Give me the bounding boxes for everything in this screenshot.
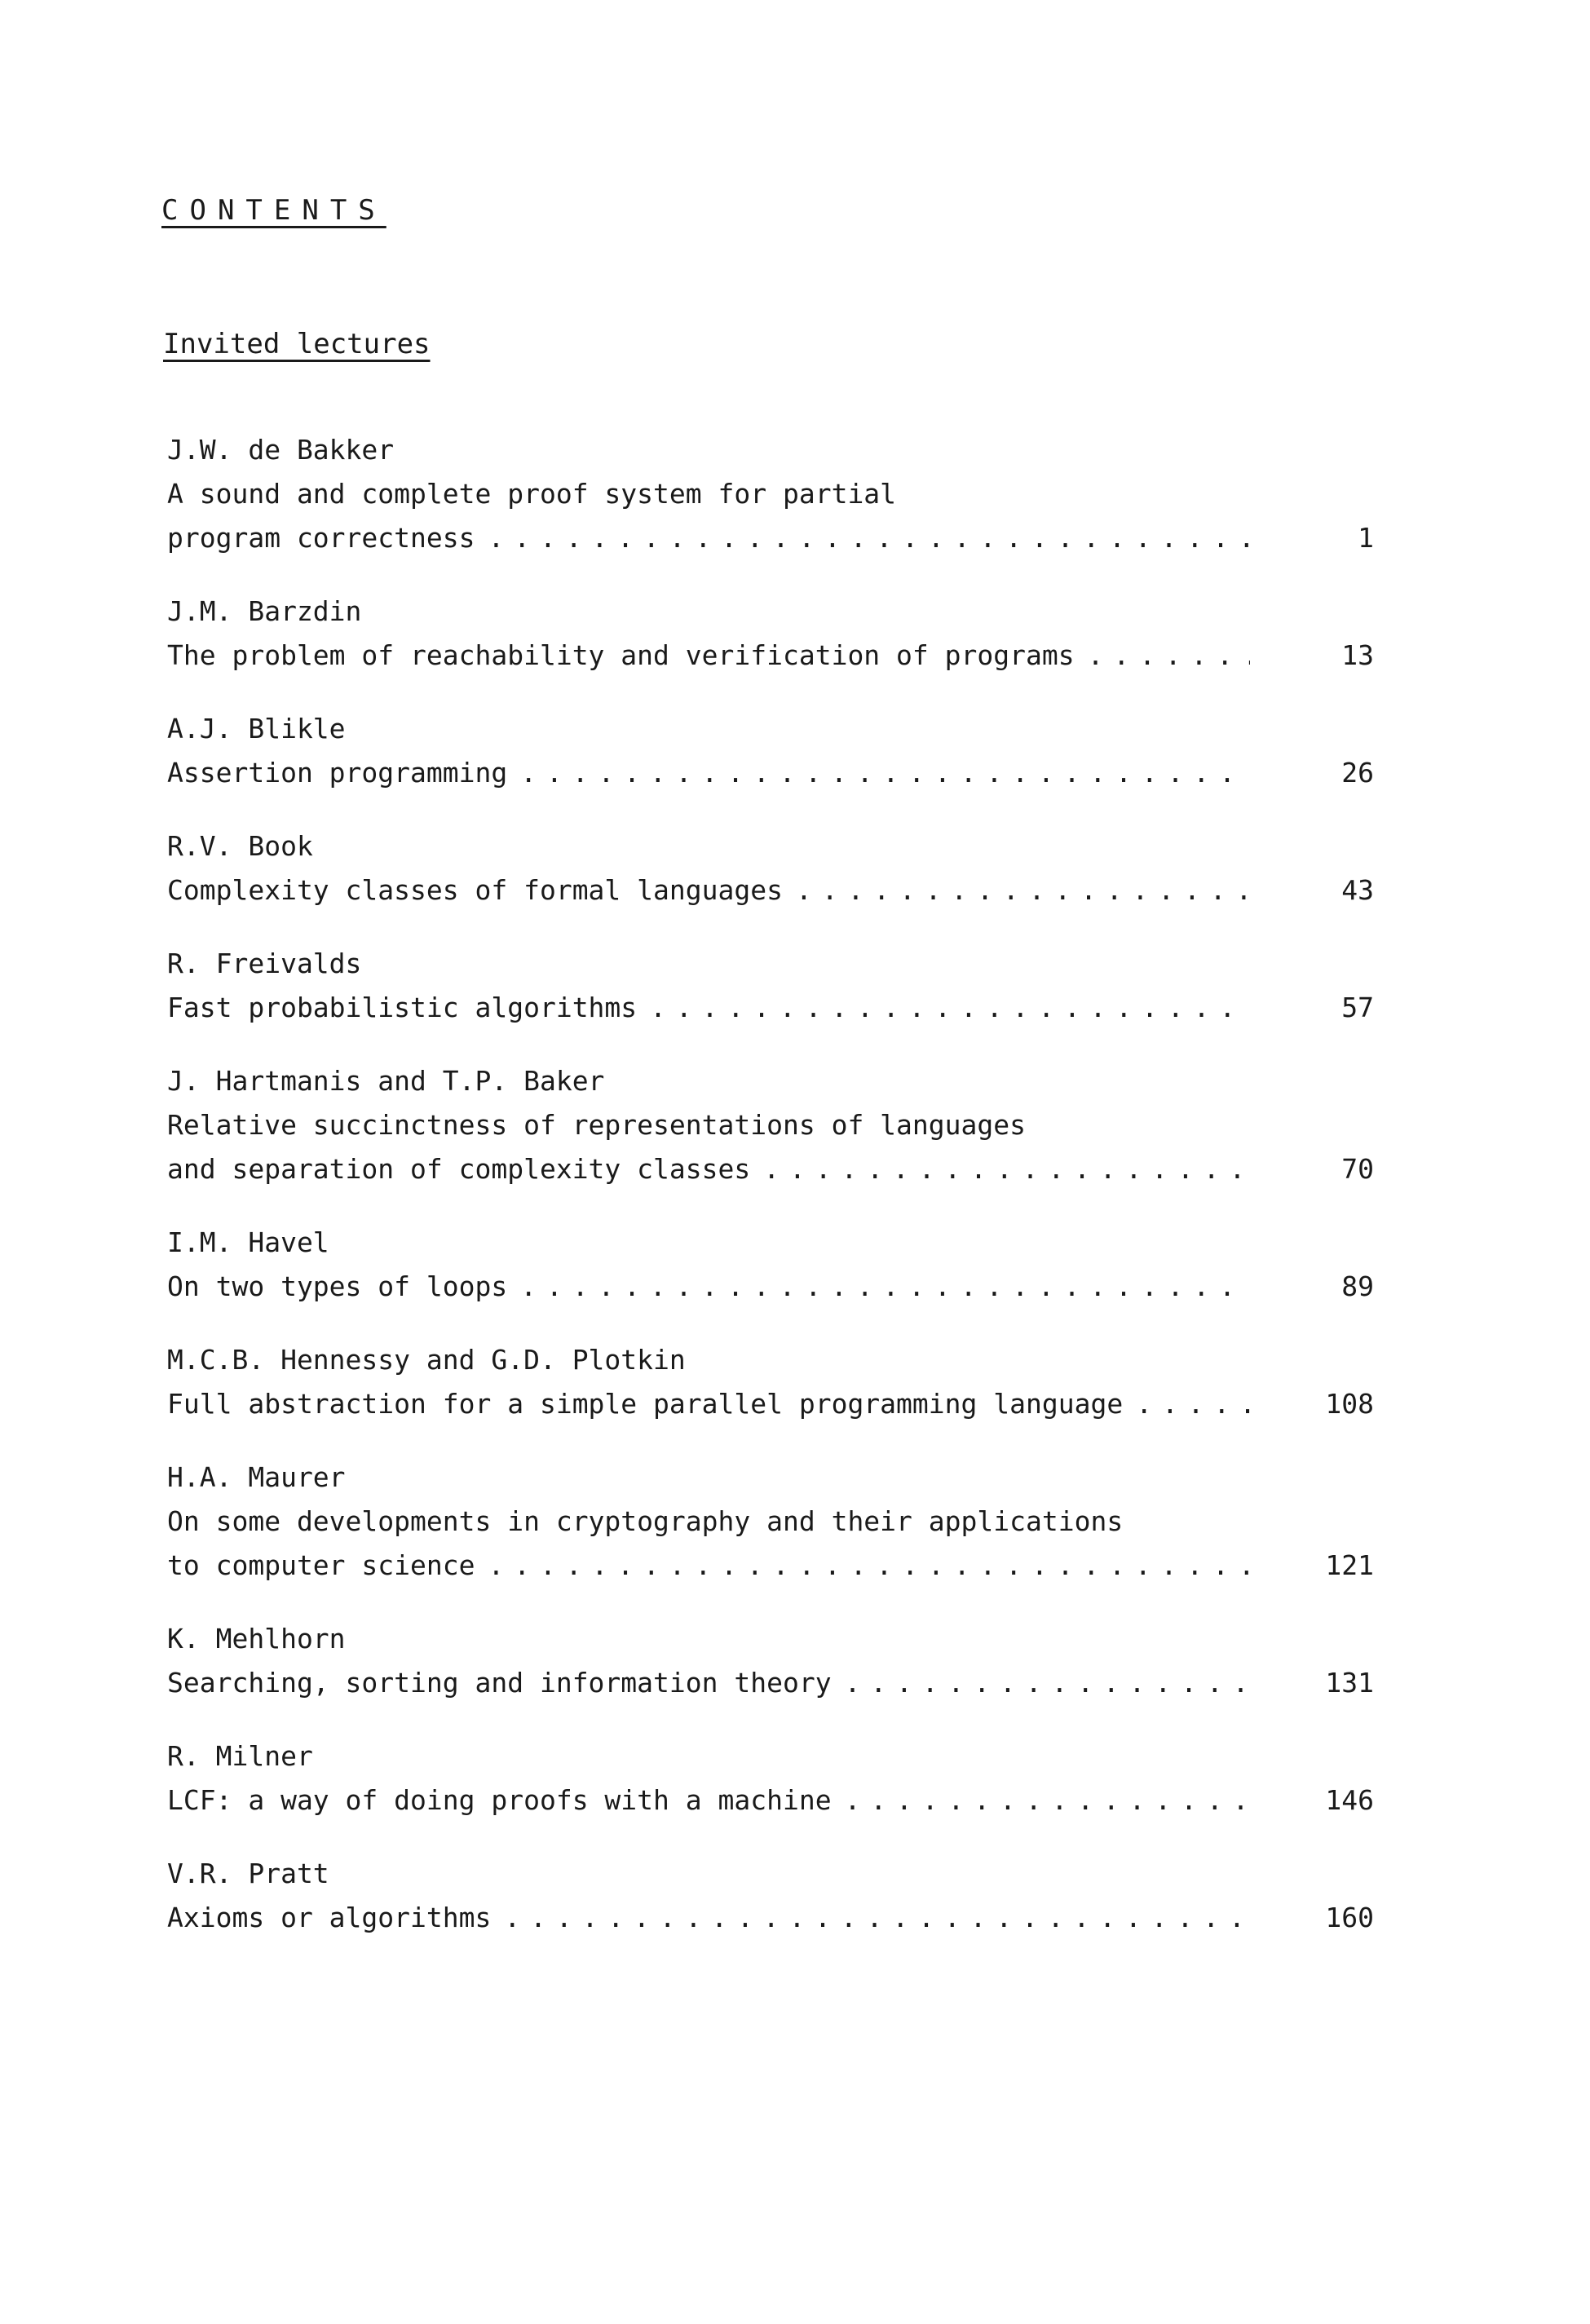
page-number: 57	[1341, 992, 1374, 1023]
entry-title-line: A sound and complete proof system for partial	[167, 478, 897, 510]
entry-title-row	[167, 1265, 1374, 1309]
entry-author: J. Hartmanis and T.P. Baker	[167, 1065, 605, 1097]
toc-entry	[167, 1617, 1374, 1705]
entry-author: H.A. Maurer	[167, 1461, 346, 1493]
page-number: 160	[1325, 1902, 1374, 1933]
entry-title-row	[167, 1896, 1374, 1940]
dot-leader	[1088, 634, 1250, 678]
entry-title-row	[167, 986, 1374, 1030]
toc-entry	[167, 942, 1374, 1030]
dot-leader	[845, 1778, 1250, 1823]
entry-title: Full abstraction for a simple parallel programming language	[167, 1388, 1124, 1420]
dot-leader	[845, 1661, 1250, 1705]
dot-leader	[488, 1544, 1251, 1588]
page-number: 89	[1341, 1270, 1374, 1302]
page-number: 131	[1325, 1667, 1374, 1699]
page-number: 13	[1341, 639, 1374, 671]
entry-author: R.V. Book	[167, 830, 313, 862]
entry-title-line: On some developments in cryptography and their applications	[167, 1505, 1124, 1537]
page-number: 108	[1325, 1388, 1374, 1420]
entry-author: I.M. Havel	[167, 1226, 329, 1258]
entry-title-row	[167, 516, 1374, 560]
entry-author: J.W. de Bakker	[167, 434, 395, 466]
toc-entry	[167, 707, 1374, 795]
page-number: 43	[1341, 874, 1374, 906]
entry-title: Searching, sorting and information theory	[167, 1667, 832, 1699]
entry-author: R. Freivalds	[167, 948, 362, 979]
page-number: 121	[1325, 1549, 1374, 1581]
entry-title-row	[167, 1147, 1374, 1191]
page-number: 1	[1358, 522, 1374, 554]
entry-author: K. Mehlhorn	[167, 1623, 346, 1655]
toc-entry	[167, 1338, 1374, 1426]
entry-title-row	[167, 1778, 1374, 1823]
entry-title-row	[167, 1661, 1374, 1705]
toc-entry	[167, 1221, 1374, 1309]
entry-title: Fast probabilistic algorithms	[167, 992, 638, 1023]
entry-title: The problem of reachability and verification of programs	[167, 639, 1075, 671]
entry-title: and separation of complexity classes	[167, 1153, 751, 1185]
entry-title: Complexity classes of formal languages	[167, 874, 783, 906]
entry-author: V.R. Pratt	[167, 1858, 329, 1889]
dot-leader	[520, 1265, 1250, 1309]
dot-leader	[1136, 1382, 1250, 1426]
toc-entry	[167, 590, 1374, 678]
toc-entry	[167, 1852, 1374, 1940]
entry-author: R. Milner	[167, 1740, 313, 1772]
entry-title: LCF: a way of doing proofs with a machine	[167, 1784, 832, 1816]
section-title: Invited lectures	[163, 328, 431, 360]
entry-title: On two types of loops	[167, 1270, 508, 1302]
toc-entry	[167, 1059, 1374, 1191]
entry-title-row	[167, 751, 1374, 795]
dot-leader	[763, 1147, 1250, 1191]
entry-title-row	[167, 1544, 1374, 1588]
page-number: 26	[1341, 757, 1374, 789]
toc-entry	[167, 1734, 1374, 1823]
toc-entry	[167, 824, 1374, 912]
entry-title: Assertion programming	[167, 757, 508, 789]
entry-title: Axioms or algorithms	[167, 1902, 492, 1933]
page-number: 70	[1341, 1153, 1374, 1185]
dot-leader	[520, 751, 1250, 795]
dot-leader	[796, 868, 1250, 912]
page-number: 146	[1325, 1784, 1374, 1816]
dot-leader	[650, 986, 1250, 1030]
entry-title-row	[167, 868, 1374, 912]
dot-leader	[504, 1896, 1250, 1940]
toc-entry	[167, 1456, 1374, 1588]
entry-author: A.J. Blikle	[167, 713, 346, 744]
entry-author: J.M. Barzdin	[167, 595, 362, 627]
entry-title-row	[167, 634, 1374, 678]
entry-title: to computer science	[167, 1549, 475, 1581]
toc-entry	[167, 428, 1374, 560]
entry-title-row	[167, 1382, 1374, 1426]
entry-title: program correctness	[167, 522, 475, 554]
entry-title-line: Relative succinctness of representations of languages	[167, 1109, 1026, 1141]
contents-heading: CONTENTS	[161, 194, 386, 227]
entry-author: M.C.B. Hennessy and G.D. Plotkin	[167, 1344, 686, 1376]
toc-entries	[167, 428, 1374, 1969]
dot-leader	[488, 516, 1251, 560]
